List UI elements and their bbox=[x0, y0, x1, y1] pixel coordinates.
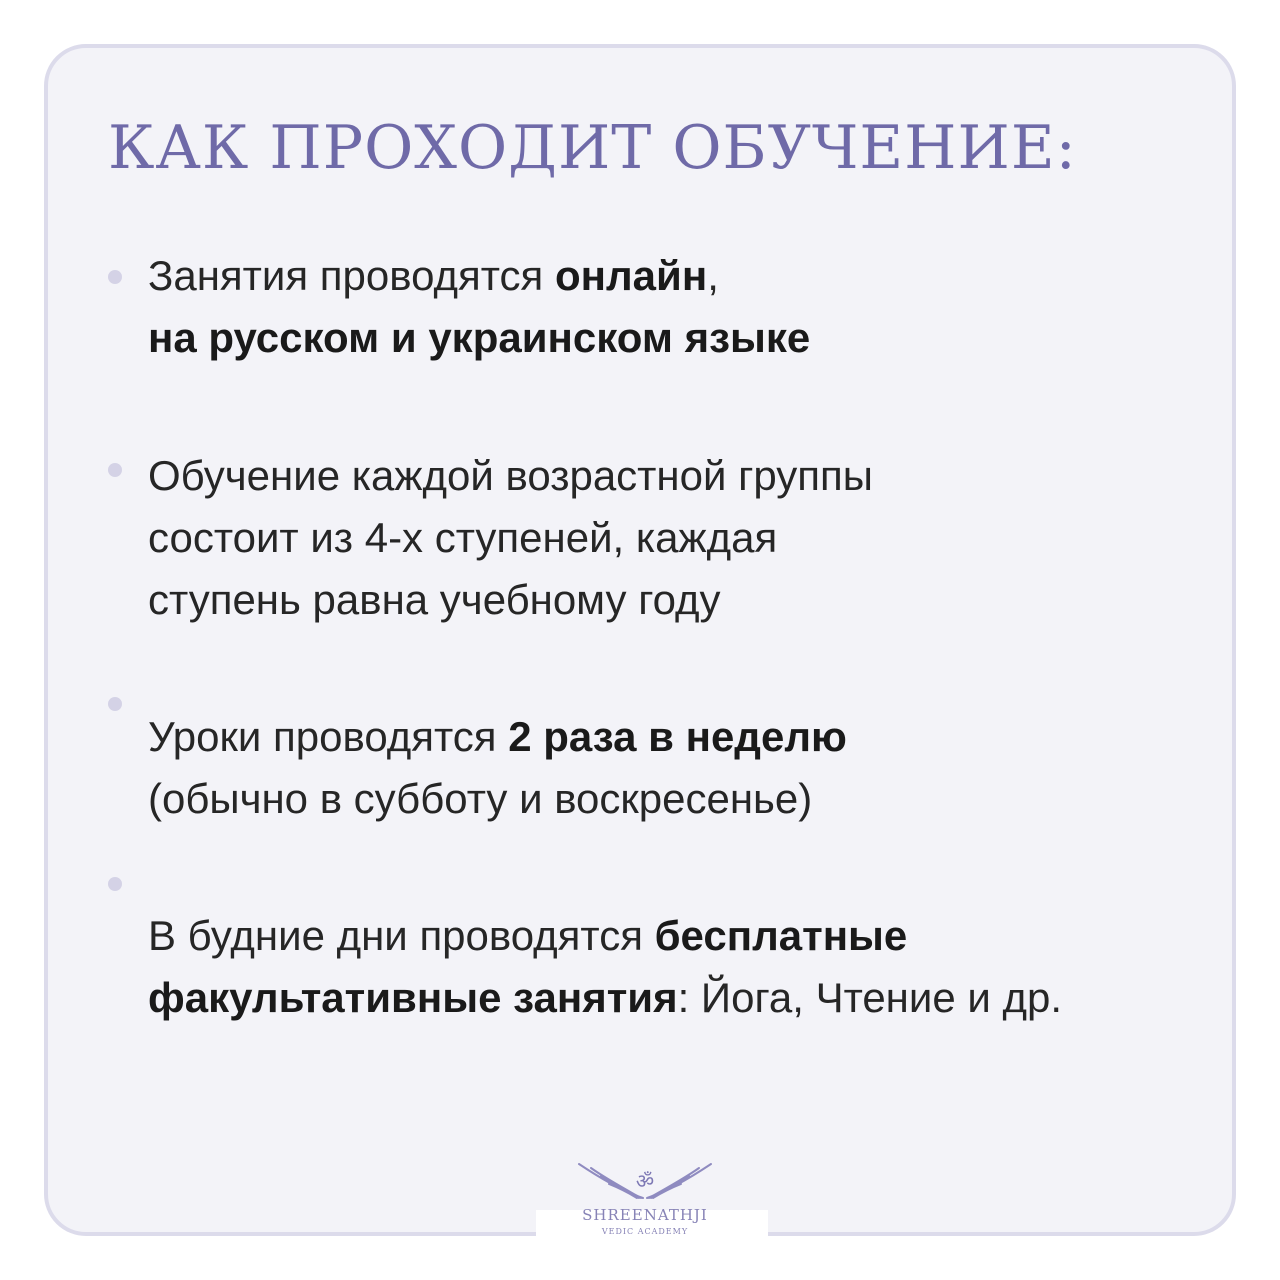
item-bold-text: факультативные занятия bbox=[148, 974, 678, 1021]
item-text: Занятия проводятся bbox=[148, 252, 555, 299]
item-text: Обучение каждой возрастной группы bbox=[148, 452, 873, 499]
item-bold-text: онлайн bbox=[554, 252, 708, 299]
logo-name: SHREENATHJI bbox=[582, 1206, 708, 1224]
bullet-dot bbox=[108, 463, 122, 477]
bullet-dot bbox=[108, 877, 122, 891]
om-wings-icon bbox=[560, 1158, 730, 1204]
item-text: состоит из 4-х ступеней, каждая bbox=[148, 514, 778, 561]
item-bold-text: бесплатные bbox=[654, 912, 908, 959]
bullet-dot bbox=[108, 270, 122, 284]
bullet-dot bbox=[108, 697, 122, 711]
logo bbox=[560, 1158, 730, 1258]
svg-text:ॐ: ॐ bbox=[635, 1169, 655, 1193]
item-text: , bbox=[707, 252, 719, 299]
list-item bbox=[148, 445, 1208, 631]
item-text: : Йога, Чтение и др. bbox=[677, 974, 1063, 1021]
list-item bbox=[148, 245, 1208, 369]
page-title: КАК ПРОХОДИТ ОБУЧЕНИЕ: bbox=[108, 113, 1077, 183]
content-frame bbox=[44, 44, 1236, 1236]
item-text: ступень равна учебному году bbox=[148, 576, 721, 623]
item-bold-text: 2 раза в неделю bbox=[508, 713, 847, 760]
logo-subtitle: VEDIC ACADEMY bbox=[601, 1227, 689, 1236]
item-text: Уроки проводятся bbox=[148, 713, 509, 760]
list-item bbox=[148, 905, 1208, 1029]
item-text: В будние дни проводятся bbox=[148, 912, 655, 959]
item-bold-text: на русском и украинском языке bbox=[148, 314, 811, 361]
list-item bbox=[148, 706, 1208, 830]
item-text: (обычно в субботу и воскресенье) bbox=[148, 775, 813, 822]
